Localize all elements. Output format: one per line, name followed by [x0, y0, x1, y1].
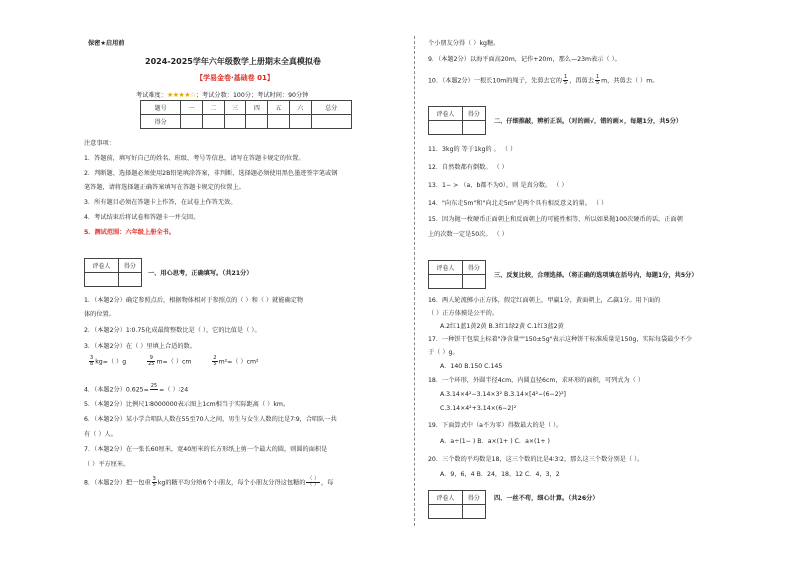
score-cell: 四: [246, 101, 268, 115]
difficulty-label: 考试难度：: [136, 92, 167, 99]
difficulty-stars-icon: ★★★★☆: [166, 91, 196, 99]
grader-input[interactable]: [462, 505, 485, 519]
exam-info: ；考试分数：100分；考试时间：90分钟: [195, 92, 309, 99]
q8-middle: kg的糖平均分给6个小朋友，每个小朋友分得这包糖的: [157, 479, 306, 487]
fraction: 25: [150, 383, 158, 389]
score-cell: 一: [181, 101, 203, 115]
question-17-cont: 于（ ）g。: [428, 349, 459, 356]
question-17-options[interactable]: A．140 B.150 C.145: [440, 363, 503, 370]
question-20-options[interactable]: A．9，6，4 B．24，18，12 C．4，3，2: [440, 471, 560, 478]
note-item: 2．判断题、选择题必须使用2B铅笔填涂答案，非判断、选择题必须使用黑色墨迹签字笔或钢: [84, 170, 338, 177]
q8-suffix: ，每: [321, 479, 334, 487]
q10-suffix: m，共剪去（ ）m。: [601, 77, 659, 85]
grader-reviewer-label: 评卷人: [429, 261, 463, 275]
section-1-heading: 一、用心思考，正确填写。（共21分）: [148, 270, 253, 277]
secret-label: 保密★启用前: [88, 40, 125, 47]
grader-input[interactable]: [85, 273, 119, 287]
grader-score-label: 得分: [118, 259, 141, 273]
question-1-cont: 体的位置。: [84, 311, 115, 318]
note-item: 4．考试结束后将试卷和答题卡一并交回。: [84, 214, 200, 221]
section-3-heading: 三、反复比较，合理选择。（将正确的选项填在括号内，每题1分，共5分）: [494, 272, 698, 279]
q3-item-3: m²=（ ）cm²: [218, 358, 259, 366]
question-18: 18．一个环形，外圆半径4cm，内圆直径6cm，求环形的面积，可列式为（ ）: [428, 377, 645, 384]
grader-input[interactable]: [118, 273, 141, 287]
score-table: [140, 100, 352, 129]
grader-input[interactable]: [429, 505, 463, 519]
fraction: $\frac{1}{5}$: [564, 74, 568, 86]
score-cell: 三: [224, 101, 246, 115]
grader-input[interactable]: [429, 121, 463, 135]
grader-reviewer-label: 评卷人: [85, 259, 119, 273]
question-7-cont: （ ）平方厘米。: [84, 461, 130, 468]
exam-info-line: [136, 91, 308, 100]
question-12: 12．自然数都有倒数。 （ ）: [428, 164, 508, 171]
question-15-cont: 上的次数一定是50次。 （ ）: [428, 231, 508, 238]
score-cell: 五: [268, 101, 290, 115]
question-4: [84, 384, 188, 395]
question-8-cont: 个小朋友分得（ ）kg糖。: [428, 40, 500, 47]
question-18-options[interactable]: A.3.14×4²−3.14×3² B.3.14×[4²−(6−2)²]: [440, 391, 566, 398]
fraction: $\frac{3}{5}$: [152, 476, 156, 488]
score-input-cell[interactable]: [289, 115, 311, 129]
q3-item-1: kg=（ ）g: [95, 358, 127, 366]
score-cell: 总分: [311, 101, 351, 115]
score-input-cell[interactable]: [268, 115, 290, 129]
grader-box: [428, 490, 486, 519]
notes-heading: 注意事项：: [84, 140, 115, 147]
question-1: 1．（本题2分）确定参照点后，根据物体相对于参照点的（ ）和（ ）就能确定物: [84, 297, 304, 304]
fraction: $\frac{2}{5}$: [213, 355, 217, 367]
score-input-cell[interactable]: [311, 115, 351, 129]
question-19-options[interactable]: A．a÷(1− ) B．a×(1+ ) C．a×(1+ ): [440, 438, 550, 445]
score-cell: 得分: [141, 115, 181, 129]
question-19: 19．下面算式中（a不为零）得数最大的是（ ）。: [428, 422, 563, 429]
grader-reviewer-label: 评卷人: [429, 491, 463, 505]
note-item: 1．答题前，填写好自己的姓名、班级、考号等信息，请写在答题卡规定的位置。: [84, 155, 305, 162]
fraction: $\frac{9}{25}$: [148, 355, 155, 367]
question-13: 13．1− > （a、b都不为0），则 是真分数。 （ ）: [428, 182, 568, 189]
score-cell: 六: [289, 101, 311, 115]
grader-input[interactable]: [462, 275, 485, 289]
note-item: 3．所有题目必须在答题卡上作答，在试卷上作答无效。: [84, 199, 237, 206]
page-title: 2024-2025学年六年级数学上册期末全真模拟卷: [145, 57, 321, 66]
question-15: 15．因为抛一枚硬币正面朝上和反面朝上的可能性相等，所以如果抛100次硬币的话，正面朝: [428, 216, 683, 223]
grader-score-label: 得分: [462, 107, 485, 121]
question-16-options[interactable]: A.2红1蓝1黄2黄 B.3红1绿2黄 C.1红3蓝2黄: [440, 323, 564, 330]
score-table-score-row: [141, 115, 352, 129]
question-11: 11．3kg的 等于1kg的 。 （ ）: [428, 146, 517, 153]
question-20: 20．三个数的平均数是18，这三个数的比是4∶3∶2，那么这三个数分别是（ ）。: [428, 456, 644, 463]
question-3-items: [88, 356, 259, 367]
grader-input[interactable]: [429, 275, 463, 289]
question-10: [428, 75, 658, 86]
fraction-blank: $\frac{( )}{( )}$: [307, 476, 320, 488]
question-16: 16．两人轮流掷小正方体，假定红面朝上，甲赢1分，黄面朝上，乙赢1分。用下面的: [428, 297, 661, 304]
section-2-heading: 二、仔细推敲，辨析正误。（对的画√，错的画×，每题1分，共5分）: [494, 118, 683, 125]
score-input-cell[interactable]: [203, 115, 225, 129]
grader-box: [428, 106, 486, 135]
q10-middle: ，再剪去: [569, 77, 594, 85]
question-3: 3．（本题2分）在（ ）里填上合适的数。: [84, 343, 196, 350]
score-cell: 题号: [141, 101, 181, 115]
q3-item-2: m=（ ）cm: [156, 358, 192, 366]
question-14: 14．"向东走5m"和"向北走5m"是两个具有相反意义的量。 （ ）: [428, 200, 608, 207]
question-5: 5．（本题2分）比例尺1∶8000000表示图上1cm相当于实际距离（ ）km。: [84, 401, 290, 408]
question-7: 7．（本题2分）在一张长60厘米，宽40厘米的长方形纸上剪一个最大的圆，则圆的面积是: [84, 446, 328, 453]
score-table-header-row: [141, 101, 352, 115]
score-input-cell[interactable]: [224, 115, 246, 129]
fraction: $\frac{3}{8}$: [90, 355, 94, 367]
q10-prefix: 10．（本题2分）一根长10m的绳子，先剪去它的: [428, 77, 562, 85]
question-18-options-2[interactable]: C.3.14×4²+3.14×(6−2)²: [440, 405, 517, 412]
grader-score-label: 得分: [462, 491, 485, 505]
section-4-heading: 四、一丝不苟，细心计算。（共26分）: [494, 495, 599, 502]
grader-box: [84, 258, 142, 287]
question-9: 9．（本题2分）以海平面高20m，记作+20m，那么—23m表示（ ）。: [428, 56, 621, 63]
q8-prefix: 8．（本题2分）把一包重: [84, 479, 151, 487]
score-input-cell[interactable]: [246, 115, 268, 129]
column-divider: [414, 36, 415, 526]
score-input-cell[interactable]: [181, 115, 203, 129]
grader-input[interactable]: [462, 121, 485, 135]
question-6-cont: 有（ ）人。: [84, 431, 117, 438]
question-16-cont: （ ）正方体摸是公平的。: [428, 310, 499, 317]
score-cell: 二: [203, 101, 225, 115]
grader-reviewer-label: 评卷人: [429, 107, 463, 121]
grader-score-label: 得分: [462, 261, 485, 275]
fraction: $\frac{1}{5}$: [595, 74, 600, 86]
question-17: 17．一种饼干包装上标着"净含量""150±5g"表示这种饼干标准质量是150g，实际每袋最少不少: [428, 336, 693, 343]
question-6: 6．（本题2分）某小学合唱队人数在55至70人之间，男生与女生人数的比是7∶9，合唱队一共: [84, 416, 337, 423]
note-item: 5．测试范围：六年级上册全书。: [84, 229, 175, 236]
question-2: 2．（本题2分）1∶0.75化成最简整数比是（ ），它的比值是（ ）。: [84, 327, 261, 334]
q4-prefix: 4．（本题2分）0.625=: [84, 386, 149, 394]
q4-suffix: =（ ）∶24: [159, 386, 189, 394]
grader-box: [428, 260, 486, 289]
note-item: 笔答题，请将选择题正确答案填写在答题卡规定的位置上。: [84, 184, 245, 191]
page-subtitle: 【学易金卷·基础卷 01】: [196, 74, 274, 82]
question-8: [84, 477, 333, 488]
